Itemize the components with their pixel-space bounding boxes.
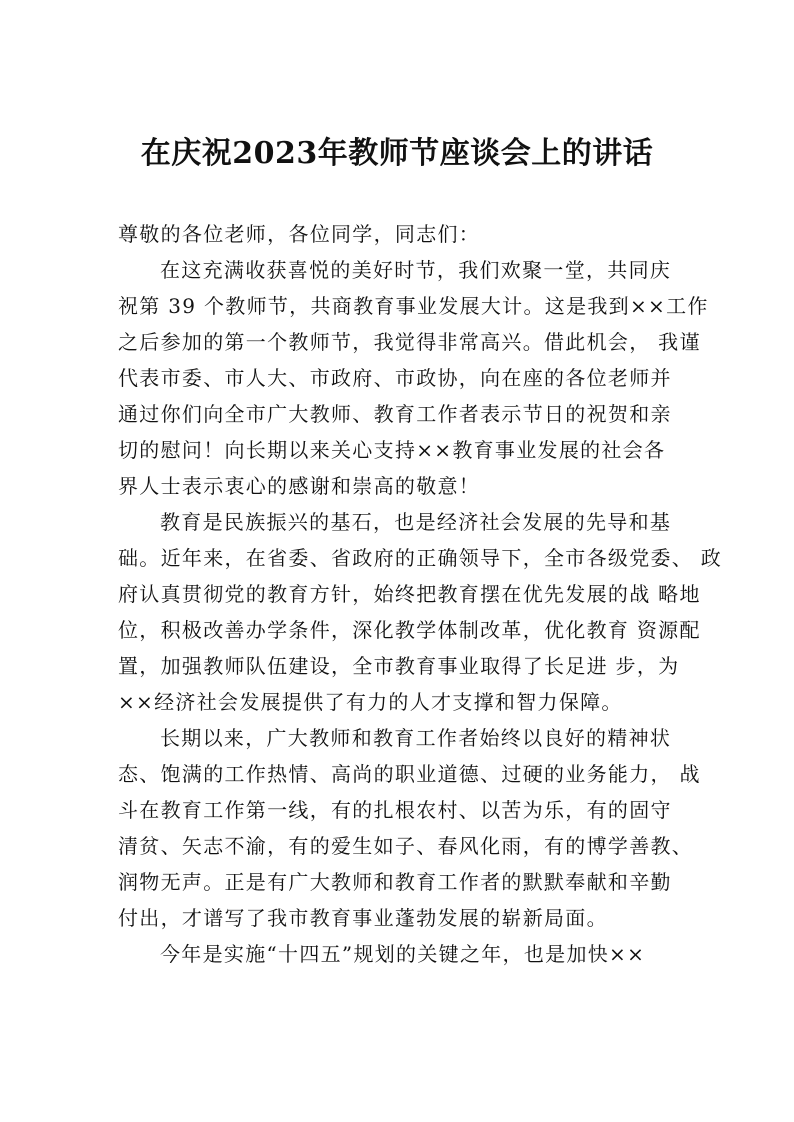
paragraph-line: 础。近年来，在省委、省政府的正确领导下，全市各级党委、 政 bbox=[118, 546, 723, 570]
paragraph-line: 润物无声。正是有广大教师和教育工作者的默默奉献和辛勤 bbox=[118, 870, 672, 894]
paragraph-line: 位，积极改善办学条件，深化教学体制改革，优化教育 资源配 bbox=[118, 618, 701, 642]
paragraph-line: 置，加强教师队伍建设，全市教育事业取得了长足进 步，为 bbox=[118, 654, 680, 678]
paragraph-line: 通过你们向全市广大教师、教育工作者表示节日的祝贺和亲 bbox=[118, 402, 672, 426]
paragraph-line: 付出，才谱写了我市教育事业蓬勃发展的崭新局面。 bbox=[118, 906, 608, 930]
document-title: 在庆祝2023年教师节座谈会上的讲话 bbox=[140, 136, 654, 171]
paragraph-line: 切的慰问！向长期以来关心支持××教育事业发展的社会各 bbox=[118, 438, 666, 462]
paragraph-line: 祝第 39 个教师节，共商教育事业发展大计。这是我到××工作 bbox=[118, 294, 709, 318]
paragraph-line: 之后参加的第一个教师节，我觉得非常高兴。借此机会， 我谨 bbox=[118, 330, 701, 354]
paragraph-line: 长期以来，广大教师和教育工作者始终以良好的精神状 bbox=[160, 726, 672, 750]
paragraph-line: 界人士表示衷心的感谢和崇高的敬意！ bbox=[118, 474, 481, 498]
paragraph-line: ××经济社会发展提供了有力的人才支撑和智力保障。 bbox=[118, 690, 623, 714]
paragraph-line: 在这充满收获喜悦的美好时节，我们欢聚一堂，共同庆 bbox=[160, 258, 672, 282]
paragraph-line: 斗在教育工作第一线，有的扎根农村、以苦为乐，有的固守 bbox=[118, 798, 672, 822]
paragraph-line: 教育是民族振兴的基石，也是经济社会发展的先导和基 bbox=[160, 510, 672, 534]
paragraph-line: 代表市委、市人大、市政府、市政协，向在座的各位老师并 bbox=[118, 366, 672, 390]
salutation-line: 尊敬的各位老师，各位同学，同志们： bbox=[118, 222, 481, 246]
paragraph-line: 今年是实施“十四五”规划的关键之年，也是加快×× bbox=[160, 942, 646, 966]
paragraph-line: 清贫、矢志不渝，有的爱生如子、春风化雨，有的博学善教、 bbox=[118, 834, 694, 858]
paragraph-line: 府认真贯彻党的教育方针，始终把教育摆在优先发展的战 略地 bbox=[118, 582, 701, 606]
paragraph-line: 态、饱满的工作热情、高尚的职业道德、过硬的业务能力， 战 bbox=[118, 762, 701, 786]
